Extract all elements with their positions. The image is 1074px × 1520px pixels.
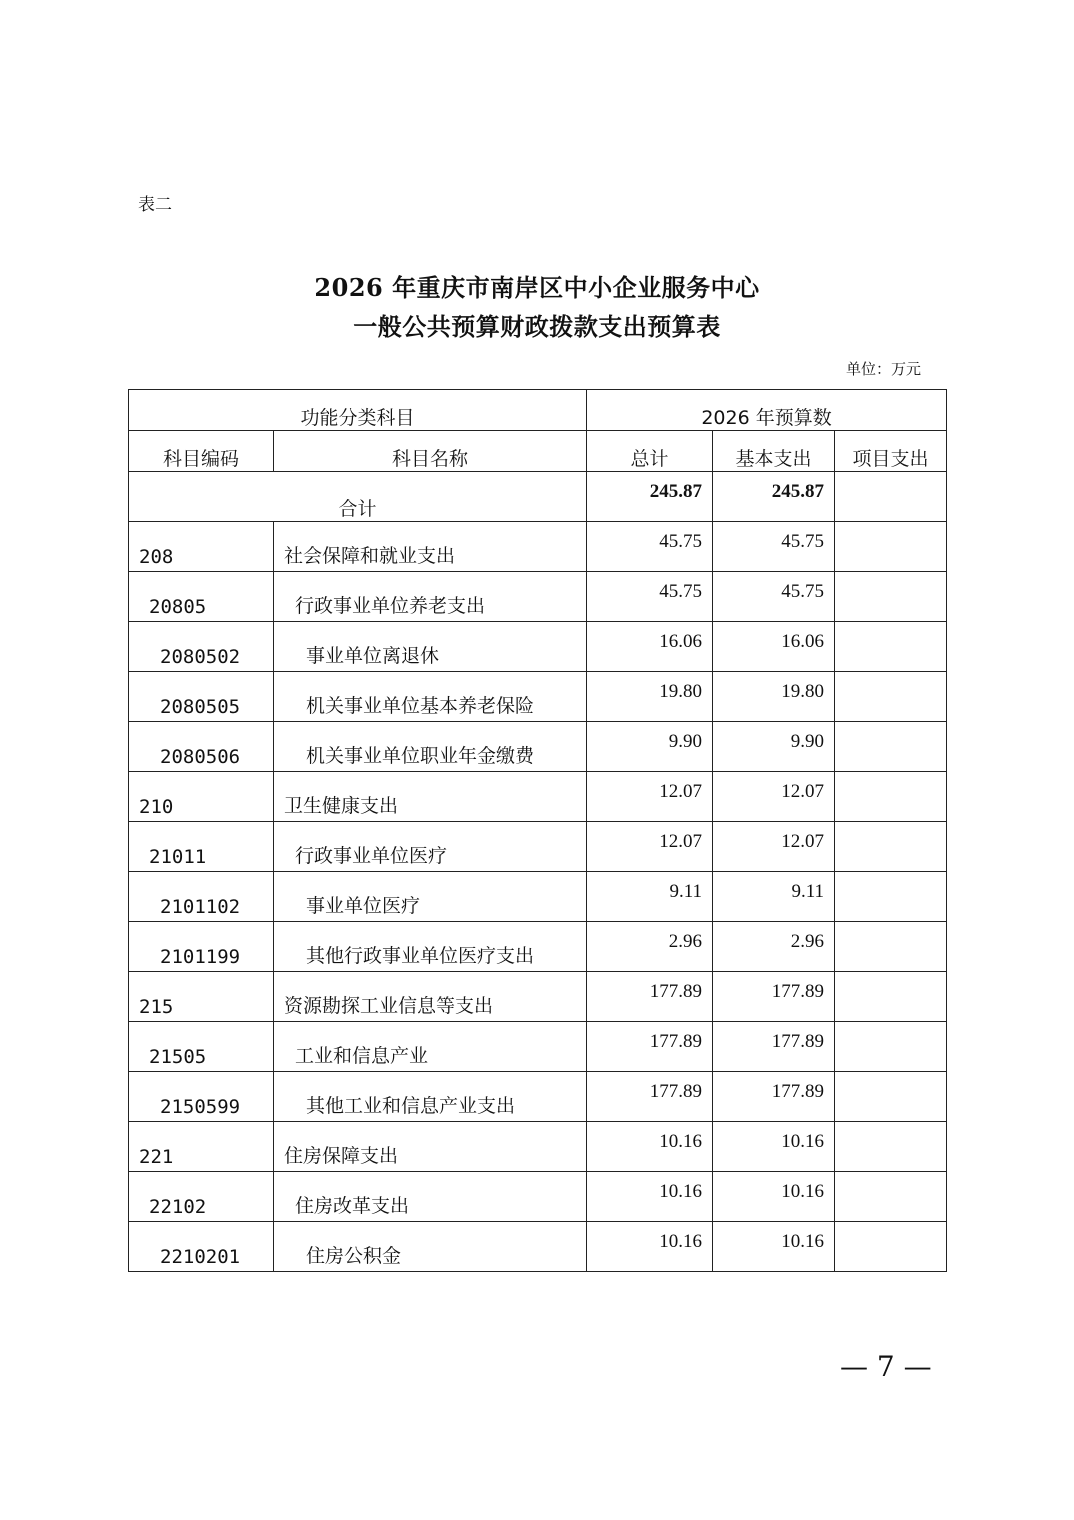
table-row [129,922,947,972]
row-name: 住房公积金 [274,1222,587,1272]
row-project [835,1072,947,1122]
row-project [835,1122,947,1172]
row-total: 45.75 [587,522,713,572]
row-code: 21011 [129,822,274,872]
table-row [129,1122,947,1172]
row-project [835,1222,947,1272]
row-code: 215 [129,972,274,1022]
row-code: 22102 [129,1172,274,1222]
row-basic: 12.07 [713,772,835,822]
sum-label: 合计 [129,472,587,522]
table-row [129,622,947,672]
header-project: 项目支出 [835,431,947,472]
row-name: 工业和信息产业 [274,1022,587,1072]
row-code: 2080506 [129,722,274,772]
row-project [835,522,947,572]
row-total: 10.16 [587,1122,713,1172]
row-name: 事业单位医疗 [274,872,587,922]
header-columns-row [129,431,947,472]
row-basic: 2.96 [713,922,835,972]
row-name: 住房改革支出 [274,1172,587,1222]
row-name: 住房保障支出 [274,1122,587,1172]
row-basic: 9.90 [713,722,835,772]
row-code: 210 [129,772,274,822]
row-project [835,772,947,822]
table-row [129,872,947,922]
row-total: 10.16 [587,1172,713,1222]
row-code: 2080505 [129,672,274,722]
row-code: 2080502 [129,622,274,672]
row-total: 19.80 [587,672,713,722]
row-project [835,622,947,672]
table-row [129,1022,947,1072]
row-project [835,672,947,722]
row-name: 事业单位离退休 [274,622,587,672]
row-code: 20805 [129,572,274,622]
table-row [129,672,947,722]
sum-project [835,472,947,522]
row-name: 行政事业单位养老支出 [274,572,587,622]
row-code: 2150599 [129,1072,274,1122]
row-total: 16.06 [587,622,713,672]
row-code: 21505 [129,1022,274,1072]
row-basic: 19.80 [713,672,835,722]
page-title: 2026 年重庆市南岸区中小企业服务中心 [314,273,760,302]
row-name: 资源勘探工业信息等支出 [274,972,587,1022]
page-subtitle: 一般公共预算财政拨款支出预算表 [353,312,721,341]
row-project [835,922,947,972]
header-budget-year: 2026 年预算数 [587,390,947,431]
header-name: 科目名称 [274,431,587,472]
row-project [835,722,947,772]
row-name: 卫生健康支出 [274,772,587,822]
row-code: 2101102 [129,872,274,922]
row-name: 社会保障和就业支出 [274,522,587,572]
header-code: 科目编码 [129,431,274,472]
table-row [129,1072,947,1122]
row-total: 12.07 [587,772,713,822]
table-row [129,822,947,872]
table-row [129,722,947,772]
row-basic: 10.16 [713,1222,835,1272]
table-row [129,772,947,822]
row-basic: 177.89 [713,972,835,1022]
row-project [835,972,947,1022]
row-project [835,822,947,872]
row-basic: 16.06 [713,622,835,672]
row-basic: 177.89 [713,1072,835,1122]
row-project [835,572,947,622]
row-basic: 45.75 [713,572,835,622]
row-name: 其他行政事业单位医疗支出 [274,922,587,972]
page-number: — 7 — [840,1350,932,1383]
table-label: 表二 [138,195,172,215]
header-basic: 基本支出 [713,431,835,472]
row-total: 9.90 [587,722,713,772]
row-total: 10.16 [587,1222,713,1272]
row-total: 177.89 [587,1072,713,1122]
row-project [835,872,947,922]
row-name: 其他工业和信息产业支出 [274,1072,587,1122]
table-row [129,1222,947,1272]
table-row [129,572,947,622]
header-group-row [129,390,947,431]
table-row [129,1172,947,1222]
row-basic: 45.75 [713,522,835,572]
sum-basic: 245.87 [713,472,835,522]
row-total: 45.75 [587,572,713,622]
row-basic: 10.16 [713,1122,835,1172]
row-code: 221 [129,1122,274,1172]
row-name: 机关事业单位职业年金缴费 [274,722,587,772]
row-name: 机关事业单位基本养老保险 [274,672,587,722]
row-total: 9.11 [587,872,713,922]
row-basic: 12.07 [713,822,835,872]
sum-total: 245.87 [587,472,713,522]
row-basic: 9.11 [713,872,835,922]
header-function-category: 功能分类科目 [129,390,587,431]
row-project [835,1022,947,1072]
table-row [129,972,947,1022]
header-total: 总计 [587,431,713,472]
row-total: 2.96 [587,922,713,972]
row-project [835,1172,947,1222]
row-basic: 10.16 [713,1172,835,1222]
row-total: 177.89 [587,1022,713,1072]
row-total: 12.07 [587,822,713,872]
table-row [129,522,947,572]
sum-row [129,472,947,522]
row-total: 177.89 [587,972,713,1022]
row-code: 2101199 [129,922,274,972]
table-body [129,522,947,1272]
row-basic: 177.89 [713,1022,835,1072]
row-name: 行政事业单位医疗 [274,822,587,872]
row-code: 2210201 [129,1222,274,1272]
budget-table [128,389,947,1272]
unit-label: 单位：万元 [846,360,922,378]
row-code: 208 [129,522,274,572]
